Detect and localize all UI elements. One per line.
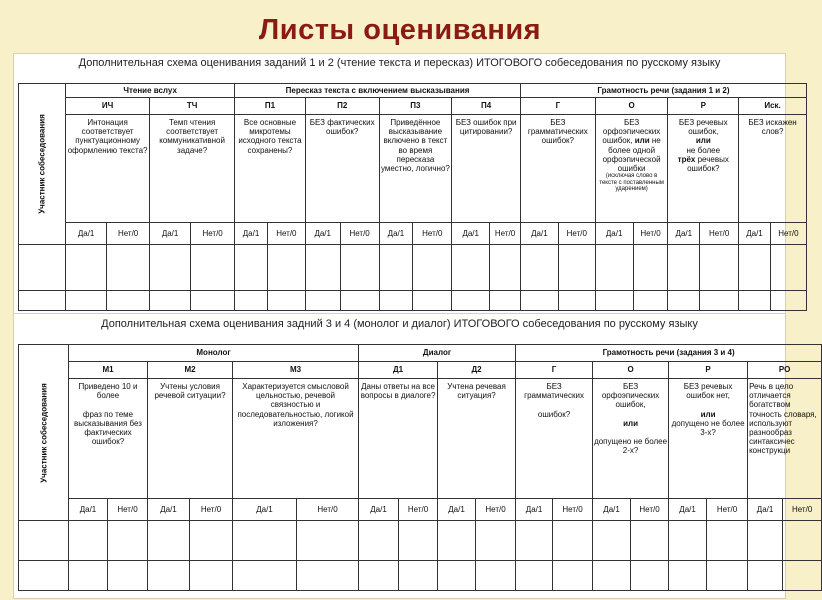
- score-cell[interactable]: [305, 245, 340, 291]
- score-cell[interactable]: [783, 561, 822, 591]
- score-cell[interactable]: [553, 521, 593, 561]
- code-cell: Д1: [359, 362, 438, 379]
- score-cell[interactable]: [413, 291, 452, 311]
- score-cell[interactable]: [19, 291, 66, 311]
- score-cell[interactable]: [191, 291, 235, 311]
- criterion-description: БЕЗ орфоэпических ошибок, или допущено не более 2-х?: [593, 379, 669, 499]
- sheet-2-table: [18, 344, 822, 591]
- code-cell: П4: [452, 98, 521, 115]
- score-cell[interactable]: [476, 561, 516, 591]
- score-cell[interactable]: [297, 521, 359, 561]
- no-option: Нет/0: [770, 223, 806, 245]
- score-cell[interactable]: [668, 245, 700, 291]
- criterion-description: Все основные микротемы исходного текста сохранены?: [235, 115, 306, 223]
- score-cell[interactable]: [520, 291, 558, 311]
- score-cell[interactable]: [66, 245, 107, 291]
- yes-option: Да/1: [668, 223, 700, 245]
- no-option: Нет/0: [707, 499, 748, 521]
- score-cell[interactable]: [413, 245, 452, 291]
- score-cell[interactable]: [669, 561, 707, 591]
- yes-option: Да/1: [452, 223, 490, 245]
- criterion-description: Характеризуется смысловой цельностью, речевой связностью и последовательностью, логикой изложения?: [233, 379, 359, 499]
- code-cell: Г: [516, 362, 593, 379]
- criterion-description: БЕЗ фактических ошибок?: [305, 115, 379, 223]
- score-cell[interactable]: [305, 291, 340, 311]
- score-cell[interactable]: [107, 245, 150, 291]
- sheet-2-title: Дополнительная схема оценивания задний 3 и 4 (монолог и диалог) ИТОГОВОГО собеседования по русскому языку: [101, 318, 698, 330]
- assessment-sheet-1: [14, 54, 799, 314]
- score-cell[interactable]: [700, 245, 739, 291]
- code-cell: Р: [668, 98, 739, 115]
- score-cell[interactable]: [69, 521, 108, 561]
- score-cell[interactable]: [490, 291, 521, 311]
- yes-option: Да/1: [669, 499, 707, 521]
- score-cell[interactable]: [150, 245, 191, 291]
- criterion-description: БЕЗ грамматических ошибок?: [516, 379, 593, 499]
- criterion-description: БЕЗ грамматических ошибок?: [520, 115, 595, 223]
- code-cell: М3: [233, 362, 359, 379]
- code-cell: О: [595, 98, 668, 115]
- score-cell[interactable]: [452, 291, 490, 311]
- score-cell[interactable]: [593, 521, 631, 561]
- yes-option: Да/1: [520, 223, 558, 245]
- code-cell: ИЧ: [66, 98, 150, 115]
- code-cell: М2: [148, 362, 233, 379]
- no-option: Нет/0: [297, 499, 359, 521]
- criterion-description: БЕЗ ошибок при цитировании?: [452, 115, 521, 223]
- yes-option: Да/1: [305, 223, 340, 245]
- score-cell[interactable]: [633, 291, 668, 311]
- score-cell[interactable]: [748, 521, 783, 561]
- score-cell[interactable]: [631, 561, 669, 591]
- criterion-description: Учтена речевая ситуация?: [438, 379, 516, 499]
- code-cell: Иск.: [739, 98, 807, 115]
- score-cell[interactable]: [595, 245, 633, 291]
- group-monolog: Монолог: [69, 345, 359, 362]
- score-cell[interactable]: [233, 521, 297, 561]
- score-cell[interactable]: [669, 521, 707, 561]
- score-cell[interactable]: [438, 521, 476, 561]
- score-cell[interactable]: [399, 561, 438, 591]
- score-cell[interactable]: [739, 245, 771, 291]
- code-cell: Д2: [438, 362, 516, 379]
- criterion-description: Темп чтения соответствует коммуникативной задаче?: [150, 115, 235, 223]
- score-cell[interactable]: [107, 291, 150, 311]
- score-cell[interactable]: [452, 245, 490, 291]
- no-option: Нет/0: [490, 223, 521, 245]
- score-cell[interactable]: [783, 521, 822, 561]
- score-cell[interactable]: [297, 561, 359, 591]
- no-option: Нет/0: [190, 499, 233, 521]
- no-option: Нет/0: [633, 223, 668, 245]
- criterion-description: Учтены условия речевой ситуации?: [148, 379, 233, 499]
- score-cell[interactable]: [19, 521, 69, 561]
- yes-option: Да/1: [359, 499, 399, 521]
- criterion-description: Даны ответы на все вопросы в диалоге?: [359, 379, 438, 499]
- no-option: Нет/0: [783, 499, 822, 521]
- group-literacy: Грамотность речи (задания 1 и 2): [520, 84, 806, 98]
- score-cell[interactable]: [739, 291, 771, 311]
- criterion-description: БЕЗ орфоэпических ошибок, или не более одной орфоэпической ошибки (исключая слово в тексте с поставленным ударением): [595, 115, 668, 223]
- participant-header: Участник собеседования: [19, 84, 66, 245]
- score-cell[interactable]: [438, 561, 476, 591]
- code-cell: П2: [305, 98, 379, 115]
- yes-option: Да/1: [150, 223, 191, 245]
- participant-header: Участник собеседования: [19, 345, 69, 521]
- no-option: Нет/0: [413, 223, 452, 245]
- score-cell[interactable]: [379, 291, 413, 311]
- score-cell[interactable]: [233, 561, 297, 591]
- criterion-description: БЕЗ искажен слов?: [739, 115, 807, 223]
- score-cell[interactable]: [668, 291, 700, 311]
- criterion-description: Интонация соответствует пунктуационному оформлению текста?: [66, 115, 150, 223]
- score-cell[interactable]: [558, 245, 595, 291]
- group-dialog: Диалог: [359, 345, 516, 362]
- criterion-description: Приведённое высказывание включено в текст во время пересказа уместно, логично?: [379, 115, 452, 223]
- score-cell[interactable]: [553, 561, 593, 591]
- yes-option: Да/1: [148, 499, 190, 521]
- score-cell[interactable]: [340, 291, 379, 311]
- score-cell[interactable]: [69, 561, 108, 591]
- no-option: Нет/0: [558, 223, 595, 245]
- no-option: Нет/0: [267, 223, 305, 245]
- score-cell[interactable]: [190, 521, 233, 561]
- yes-option: Да/1: [379, 223, 413, 245]
- score-cell[interactable]: [235, 291, 268, 311]
- criterion-description: Приведено 10 и более фраз по теме высказывания без фактических ошибок?: [69, 379, 148, 499]
- code-cell: Г: [520, 98, 595, 115]
- page-title: Листы оценивания: [258, 14, 542, 46]
- yes-option: Да/1: [748, 499, 783, 521]
- score-cell[interactable]: [267, 291, 305, 311]
- yes-option: Да/1: [233, 499, 297, 521]
- no-option: Нет/0: [191, 223, 235, 245]
- assessment-sheet-2: [14, 314, 817, 598]
- score-cell[interactable]: [633, 245, 668, 291]
- score-cell[interactable]: [340, 245, 379, 291]
- score-cell[interactable]: [359, 561, 399, 591]
- score-cell[interactable]: [19, 561, 69, 591]
- criterion-description: БЕЗ речевых ошибок, или не более трёх речевых ошибок?: [668, 115, 739, 223]
- score-cell[interactable]: [150, 291, 191, 311]
- group-retelling: Пересказ текста с включением высказывания: [235, 84, 521, 98]
- score-cell[interactable]: [235, 245, 268, 291]
- yes-option: Да/1: [438, 499, 476, 521]
- code-cell: ТЧ: [150, 98, 235, 115]
- score-cell[interactable]: [359, 521, 399, 561]
- score-cell[interactable]: [558, 291, 595, 311]
- no-option: Нет/0: [399, 499, 438, 521]
- score-cell[interactable]: [770, 291, 806, 311]
- yes-option: Да/1: [66, 223, 107, 245]
- score-cell[interactable]: [748, 561, 783, 591]
- no-option: Нет/0: [340, 223, 379, 245]
- group-reading: Чтение вслух: [66, 84, 235, 98]
- no-option: Нет/0: [700, 223, 739, 245]
- score-cell[interactable]: [399, 521, 438, 561]
- score-cell[interactable]: [379, 245, 413, 291]
- score-cell[interactable]: [19, 245, 66, 291]
- score-cell[interactable]: [516, 561, 553, 591]
- code-cell: Р: [669, 362, 748, 379]
- score-cell[interactable]: [148, 561, 190, 591]
- score-cell[interactable]: [190, 561, 233, 591]
- score-cell[interactable]: [516, 521, 553, 561]
- group-literacy: Грамотность речи (задания 3 и 4): [516, 345, 822, 362]
- score-cell[interactable]: [593, 561, 631, 591]
- score-cell[interactable]: [108, 561, 148, 591]
- no-option: Нет/0: [108, 499, 148, 521]
- yes-option: Да/1: [593, 499, 631, 521]
- yes-option: Да/1: [516, 499, 553, 521]
- score-cell[interactable]: [631, 521, 669, 561]
- no-option: Нет/0: [107, 223, 150, 245]
- score-cell[interactable]: [707, 521, 748, 561]
- no-option: Нет/0: [553, 499, 593, 521]
- score-cell[interactable]: [476, 521, 516, 561]
- sheet-1-table: [18, 83, 807, 311]
- score-cell[interactable]: [707, 561, 748, 591]
- score-cell[interactable]: [108, 521, 148, 561]
- code-cell: РО: [748, 362, 822, 379]
- code-cell: М1: [69, 362, 148, 379]
- yes-option: Да/1: [739, 223, 771, 245]
- score-cell[interactable]: [595, 291, 633, 311]
- score-cell[interactable]: [490, 245, 521, 291]
- yes-option: Да/1: [69, 499, 108, 521]
- criterion-description: БЕЗ речевых ошибок нет, или допущено не более 3-х?: [669, 379, 748, 499]
- score-cell[interactable]: [700, 291, 739, 311]
- code-cell: П3: [379, 98, 452, 115]
- score-cell[interactable]: [148, 521, 190, 561]
- code-cell: О: [593, 362, 669, 379]
- score-cell[interactable]: [66, 291, 107, 311]
- yes-option: Да/1: [235, 223, 268, 245]
- score-cell[interactable]: [267, 245, 305, 291]
- yes-option: Да/1: [595, 223, 633, 245]
- no-option: Нет/0: [476, 499, 516, 521]
- score-cell[interactable]: [770, 245, 806, 291]
- score-cell[interactable]: [191, 245, 235, 291]
- code-cell: П1: [235, 98, 306, 115]
- criterion-description: Речь в цело отличается богатством точность словаря, используют разнообраз синтаксичес конструкци: [748, 379, 822, 499]
- no-option: Нет/0: [631, 499, 669, 521]
- score-cell[interactable]: [520, 245, 558, 291]
- sheet-1-title: Дополнительная схема оценивания заданий 1 и 2 (чтение текста и пересказ) ИТОГОВОГО собеседования по русскому языку: [78, 57, 721, 69]
